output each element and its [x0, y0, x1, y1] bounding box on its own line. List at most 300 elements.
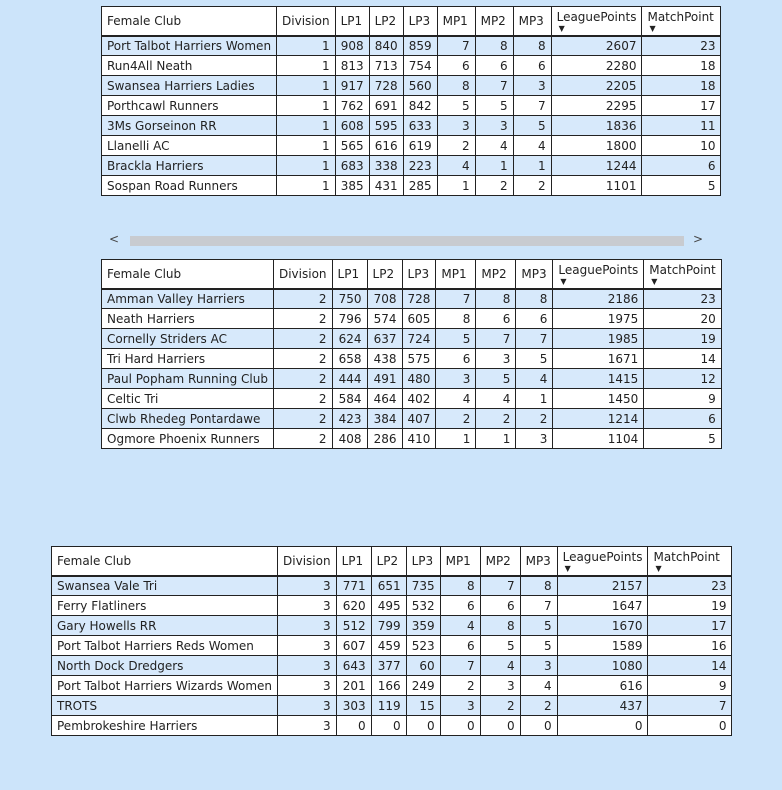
column-header-mp1[interactable]: [436, 260, 476, 289]
cell-mp3: 4: [513, 136, 551, 156]
table-row[interactable]: [52, 636, 732, 656]
cell-female-club: TROTS: [52, 696, 278, 716]
cell-division: 1: [277, 156, 336, 176]
cell-mp2: 5: [476, 369, 516, 389]
cell-mp2: 5: [480, 636, 520, 656]
cell-lp1: 771: [336, 576, 371, 596]
column-header-division[interactable]: [273, 260, 332, 289]
table-row[interactable]: [102, 96, 721, 116]
table-row[interactable]: [52, 616, 732, 636]
cell-lp2: 491: [367, 369, 402, 389]
cell-lp2: 616: [369, 136, 403, 156]
cell-lp2: 637: [367, 329, 402, 349]
cell-mp3: 7: [516, 329, 553, 349]
cell-mp1: 8: [437, 76, 475, 96]
column-header-leaguepoints[interactable]: [553, 260, 644, 289]
cell-lp2: 286: [367, 429, 402, 449]
column-header-mp1[interactable]: [440, 547, 480, 576]
cell-mp3: 1: [513, 156, 551, 176]
cell-female-club: Amman Valley Harriers: [102, 289, 274, 309]
cell-matchpoint: 18: [642, 56, 721, 76]
cell-mp1: 0: [440, 716, 480, 736]
cell-lp2: 0: [371, 716, 406, 736]
cell-lp3: 842: [403, 96, 437, 116]
column-header-label: Female Club: [107, 13, 182, 28]
table-row[interactable]: [102, 309, 722, 329]
column-header-label: MP2: [485, 553, 511, 568]
sort-descending-icon[interactable]: ▼: [651, 276, 658, 286]
division-2-table: [101, 259, 722, 449]
cell-female-club: Neath Harriers: [102, 309, 274, 329]
cell-mp2: 2: [480, 696, 520, 716]
cell-lp3: 223: [403, 156, 437, 176]
column-header-label: LP2: [376, 553, 399, 568]
cell-mp2: 7: [480, 576, 520, 596]
cell-matchpoint: 18: [642, 76, 721, 96]
cell-leaguepoints: 1836: [551, 116, 642, 136]
cell-mp3: 8: [513, 36, 551, 56]
column-header-mp2[interactable]: [475, 7, 513, 36]
division-3-table: [51, 546, 732, 736]
cell-lp1: 750: [332, 289, 367, 309]
cell-division: 3: [278, 716, 337, 736]
cell-leaguepoints: 1450: [553, 389, 644, 409]
cell-matchpoint: 0: [648, 716, 732, 736]
scroll-left-icon[interactable]: <: [108, 232, 120, 246]
cell-lp1: 762: [335, 96, 369, 116]
cell-mp1: 4: [440, 616, 480, 636]
cell-mp1: 4: [436, 389, 476, 409]
column-header-lp2[interactable]: [367, 260, 402, 289]
table-row[interactable]: [102, 409, 722, 429]
cell-mp1: 6: [440, 596, 480, 616]
column-header-lp2[interactable]: [369, 7, 403, 36]
cell-division: 3: [278, 616, 337, 636]
cell-mp2: 4: [475, 136, 513, 156]
cell-leaguepoints: 2280: [551, 56, 642, 76]
cell-female-club: Pembrokeshire Harriers: [52, 716, 278, 736]
cell-female-club: Swansea Harriers Ladies: [102, 76, 277, 96]
cell-division: 3: [278, 656, 337, 676]
cell-lp2: 799: [371, 616, 406, 636]
cell-female-club: Swansea Vale Tri: [52, 576, 278, 596]
cell-division: 3: [278, 696, 337, 716]
cell-female-club: Sospan Road Runners: [102, 176, 277, 196]
cell-lp3: 249: [406, 676, 440, 696]
cell-leaguepoints: 1671: [553, 349, 644, 369]
table-row[interactable]: [52, 716, 732, 736]
cell-mp3: 5: [520, 636, 557, 656]
column-header-matchpoint[interactable]: [642, 7, 721, 36]
cell-matchpoint: 17: [648, 616, 732, 636]
column-header-division[interactable]: [278, 547, 337, 576]
cell-leaguepoints: 1985: [553, 329, 644, 349]
cell-mp2: 3: [475, 116, 513, 136]
column-header-label: MP3: [518, 13, 544, 28]
cell-female-club: Celtic Tri: [102, 389, 274, 409]
cell-leaguepoints: 1214: [553, 409, 644, 429]
cell-lp3: 605: [402, 309, 436, 329]
cell-mp1: 2: [436, 409, 476, 429]
cell-mp2: 2: [475, 176, 513, 196]
cell-mp1: 2: [440, 676, 480, 696]
cell-mp3: 0: [520, 716, 557, 736]
table-row[interactable]: [102, 329, 722, 349]
cell-lp2: 651: [371, 576, 406, 596]
cell-mp2: 3: [480, 676, 520, 696]
cell-mp2: 0: [480, 716, 520, 736]
cell-mp2: 8: [475, 36, 513, 56]
cell-leaguepoints: 2205: [551, 76, 642, 96]
sort-descending-icon[interactable]: ▼: [558, 23, 565, 33]
cell-mp2: 6: [480, 596, 520, 616]
cell-division: 1: [277, 136, 336, 156]
cell-lp2: 708: [367, 289, 402, 309]
cell-matchpoint: 11: [642, 116, 721, 136]
column-header-label: LP3: [407, 266, 430, 281]
cell-female-club: Port Talbot Harriers Wizards Women: [52, 676, 278, 696]
table-row[interactable]: [52, 596, 732, 616]
cell-leaguepoints: 1800: [551, 136, 642, 156]
cell-lp1: 658: [332, 349, 367, 369]
cell-lp1: 444: [332, 369, 367, 389]
scrollbar-thumb[interactable]: [130, 236, 684, 246]
column-header-label: Division: [283, 553, 331, 568]
division-1-table: [101, 6, 721, 196]
column-header-label: Female Club: [107, 266, 182, 281]
cell-division: 2: [273, 389, 332, 409]
cell-mp3: 4: [516, 369, 553, 389]
cell-mp2: 5: [475, 96, 513, 116]
cell-lp2: 438: [367, 349, 402, 369]
cell-lp3: 859: [403, 36, 437, 56]
cell-female-club: Tri Hard Harriers: [102, 349, 274, 369]
cell-matchpoint: 5: [644, 429, 721, 449]
cell-lp3: 15: [406, 696, 440, 716]
cell-lp2: 840: [369, 36, 403, 56]
column-header-label: Division: [282, 13, 330, 28]
column-header-mp3[interactable]: [516, 260, 553, 289]
cell-lp1: 423: [332, 409, 367, 429]
cell-division: 3: [278, 576, 337, 596]
cell-lp1: 385: [335, 176, 369, 196]
table-row[interactable]: [102, 116, 721, 136]
cell-lp3: 0: [406, 716, 440, 736]
column-header-division[interactable]: [277, 7, 336, 36]
cell-matchpoint: 16: [648, 636, 732, 656]
cell-mp3: 7: [520, 596, 557, 616]
cell-leaguepoints: 2157: [557, 576, 648, 596]
cell-mp1: 2: [437, 136, 475, 156]
cell-mp2: 3: [476, 349, 516, 369]
cell-lp2: 691: [369, 96, 403, 116]
cell-female-club: Clwb Rhedeg Pontardawe: [102, 409, 274, 429]
column-header-lp3[interactable]: [403, 7, 437, 36]
cell-female-club: Ferry Flatliners: [52, 596, 278, 616]
column-header-label: MatchPoint: [653, 550, 720, 564]
cell-lp2: 377: [371, 656, 406, 676]
cell-female-club: Ogmore Phoenix Runners: [102, 429, 274, 449]
sort-descending-icon[interactable]: ▼: [649, 23, 656, 33]
cell-lp1: 0: [336, 716, 371, 736]
column-header-mp3[interactable]: [520, 547, 557, 576]
cell-leaguepoints: 1080: [557, 656, 648, 676]
cell-mp1: 5: [437, 96, 475, 116]
cell-leaguepoints: 1670: [557, 616, 648, 636]
cell-lp1: 643: [336, 656, 371, 676]
cell-lp1: 683: [335, 156, 369, 176]
cell-lp1: 512: [336, 616, 371, 636]
column-header-label: LP2: [374, 13, 397, 28]
cell-lp3: 735: [406, 576, 440, 596]
cell-lp1: 620: [336, 596, 371, 616]
cell-female-club: Llanelli AC: [102, 136, 277, 156]
scroll-right-icon[interactable]: >: [692, 232, 704, 246]
cell-lp3: 523: [406, 636, 440, 656]
cell-mp1: 3: [437, 116, 475, 136]
column-header-leaguepoints[interactable]: [551, 7, 642, 36]
column-header-label: LP3: [408, 13, 431, 28]
column-header-label: LeaguePoints: [562, 550, 643, 564]
cell-lp2: 166: [371, 676, 406, 696]
table-row[interactable]: [102, 389, 722, 409]
table-row[interactable]: [102, 156, 721, 176]
cell-lp1: 908: [335, 36, 369, 56]
column-header-matchpoint[interactable]: [648, 547, 732, 576]
cell-lp1: 624: [332, 329, 367, 349]
column-header-lp1[interactable]: [336, 547, 371, 576]
cell-matchpoint: 6: [644, 409, 721, 429]
cell-leaguepoints: 616: [557, 676, 648, 696]
cell-mp2: 4: [480, 656, 520, 676]
cell-female-club: Cornelly Striders AC: [102, 329, 274, 349]
column-header-label: LeaguePoints: [558, 263, 639, 277]
cell-lp3: 633: [403, 116, 437, 136]
cell-mp3: 6: [516, 309, 553, 329]
table-row[interactable]: [52, 656, 732, 676]
sort-descending-icon[interactable]: ▼: [564, 563, 571, 573]
cell-leaguepoints: 1415: [553, 369, 644, 389]
cell-mp1: 8: [436, 309, 476, 329]
cell-division: 2: [273, 429, 332, 449]
cell-lp2: 713: [369, 56, 403, 76]
cell-female-club: Gary Howells RR: [52, 616, 278, 636]
column-header-leaguepoints[interactable]: [557, 547, 648, 576]
column-header-lp1[interactable]: [335, 7, 369, 36]
cell-female-club: Paul Popham Running Club: [102, 369, 274, 389]
cell-matchpoint: 7: [648, 696, 732, 716]
cell-leaguepoints: 0: [557, 716, 648, 736]
column-header-label: LeaguePoints: [556, 10, 637, 24]
cell-matchpoint: 12: [644, 369, 721, 389]
header-row: [52, 547, 732, 576]
table-row[interactable]: [102, 429, 722, 449]
table-row[interactable]: [52, 576, 732, 596]
cell-mp2: 4: [476, 389, 516, 409]
cell-leaguepoints: 1101: [551, 176, 642, 196]
cell-division: 2: [273, 409, 332, 429]
cell-matchpoint: 9: [644, 389, 721, 409]
cell-lp3: 285: [403, 176, 437, 196]
cell-mp3: 5: [520, 616, 557, 636]
cell-lp2: 595: [369, 116, 403, 136]
table-row[interactable]: [102, 369, 722, 389]
column-header-mp2[interactable]: [476, 260, 516, 289]
cell-lp2: 384: [367, 409, 402, 429]
cell-division: 2: [273, 309, 332, 329]
cell-lp1: 584: [332, 389, 367, 409]
cell-mp3: 4: [520, 676, 557, 696]
cell-mp3: 2: [516, 409, 553, 429]
cell-lp3: 724: [402, 329, 436, 349]
cell-leaguepoints: 437: [557, 696, 648, 716]
cell-matchpoint: 14: [644, 349, 721, 369]
column-header-female-club[interactable]: [102, 260, 274, 289]
cell-matchpoint: 23: [644, 289, 721, 309]
cell-division: 1: [277, 96, 336, 116]
cell-mp1: 1: [436, 429, 476, 449]
cell-lp2: 728: [369, 76, 403, 96]
cell-matchpoint: 23: [648, 576, 732, 596]
table-row[interactable]: [102, 289, 722, 309]
column-header-label: MP2: [480, 13, 506, 28]
table-row[interactable]: [102, 176, 721, 196]
cell-matchpoint: 6: [642, 156, 721, 176]
sort-descending-icon[interactable]: ▼: [655, 563, 662, 573]
cell-mp1: 3: [440, 696, 480, 716]
cell-mp1: 7: [440, 656, 480, 676]
column-header-mp1[interactable]: [437, 7, 475, 36]
cell-female-club: Brackla Harriers: [102, 156, 277, 176]
cell-mp3: 3: [516, 429, 553, 449]
cell-female-club: Port Talbot Harriers Women: [102, 36, 277, 56]
cell-leaguepoints: 2186: [553, 289, 644, 309]
table-row[interactable]: [102, 349, 722, 369]
cell-lp2: 119: [371, 696, 406, 716]
cell-mp3: 1: [516, 389, 553, 409]
cell-mp1: 3: [436, 369, 476, 389]
cell-matchpoint: 10: [642, 136, 721, 156]
cell-matchpoint: 14: [648, 656, 732, 676]
cell-mp2: 2: [476, 409, 516, 429]
column-header-label: MatchPoint: [647, 10, 714, 24]
cell-mp1: 6: [440, 636, 480, 656]
cell-lp1: 565: [335, 136, 369, 156]
cell-mp3: 2: [513, 176, 551, 196]
column-header-matchpoint[interactable]: [644, 260, 721, 289]
cell-lp1: 608: [335, 116, 369, 136]
cell-division: 2: [273, 329, 332, 349]
cell-mp3: 8: [516, 289, 553, 309]
column-header-lp3[interactable]: [402, 260, 436, 289]
cell-leaguepoints: 2295: [551, 96, 642, 116]
cell-mp2: 8: [476, 289, 516, 309]
cell-lp2: 574: [367, 309, 402, 329]
column-header-label: MP2: [481, 266, 507, 281]
column-header-label: MP3: [525, 553, 551, 568]
cell-division: 3: [278, 596, 337, 616]
header-row: [102, 260, 722, 289]
cell-lp1: 408: [332, 429, 367, 449]
cell-lp3: 480: [402, 369, 436, 389]
cell-matchpoint: 20: [644, 309, 721, 329]
table-row[interactable]: [102, 56, 721, 76]
cell-lp3: 60: [406, 656, 440, 676]
column-header-label: Division: [278, 266, 327, 281]
cell-division: 1: [277, 76, 336, 96]
cell-leaguepoints: 1244: [551, 156, 642, 176]
cell-mp3: 5: [513, 116, 551, 136]
cell-mp2: 1: [476, 429, 516, 449]
table-row[interactable]: [102, 36, 721, 56]
cell-lp2: 338: [369, 156, 403, 176]
cell-lp2: 431: [369, 176, 403, 196]
cell-mp2: 6: [476, 309, 516, 329]
cell-mp3: 2: [520, 696, 557, 716]
cell-mp1: 6: [437, 56, 475, 76]
header-row: [102, 7, 721, 36]
column-header-label: LP3: [411, 553, 434, 568]
table-row[interactable]: [102, 76, 721, 96]
cell-division: 1: [277, 56, 336, 76]
cell-mp1: 7: [437, 36, 475, 56]
cell-mp3: 6: [513, 56, 551, 76]
cell-division: 1: [277, 36, 336, 56]
cell-lp2: 495: [371, 596, 406, 616]
column-header-female-club[interactable]: [102, 7, 277, 36]
cell-leaguepoints: 1975: [553, 309, 644, 329]
cell-lp1: 917: [335, 76, 369, 96]
cell-lp1: 796: [332, 309, 367, 329]
cell-mp2: 8: [480, 616, 520, 636]
cell-lp1: 303: [336, 696, 371, 716]
column-header-mp2[interactable]: [480, 547, 520, 576]
cell-mp1: 5: [436, 329, 476, 349]
table-row[interactable]: [102, 136, 721, 156]
cell-leaguepoints: 1104: [553, 429, 644, 449]
column-header-label: MatchPoint: [649, 263, 716, 277]
cell-division: 2: [273, 289, 332, 309]
cell-leaguepoints: 1647: [557, 596, 648, 616]
column-header-mp3[interactable]: [513, 7, 551, 36]
column-header-label: LP1: [340, 13, 363, 28]
cell-division: 3: [278, 636, 337, 656]
column-header-lp1[interactable]: [332, 260, 367, 289]
sort-descending-icon[interactable]: ▼: [560, 276, 567, 286]
horizontal-scrollbar[interactable]: [100, 233, 714, 247]
cell-leaguepoints: 2607: [551, 36, 642, 56]
cell-lp3: 619: [403, 136, 437, 156]
column-header-female-club[interactable]: [52, 547, 278, 576]
cell-lp3: 410: [402, 429, 436, 449]
cell-mp1: 4: [437, 156, 475, 176]
cell-lp3: 575: [402, 349, 436, 369]
cell-lp3: 532: [406, 596, 440, 616]
cell-mp3: 7: [513, 96, 551, 116]
cell-lp2: 464: [367, 389, 402, 409]
cell-mp3: 8: [520, 576, 557, 596]
column-header-label: MP3: [521, 266, 547, 281]
table-row[interactable]: [52, 696, 732, 716]
cell-matchpoint: 23: [642, 36, 721, 56]
table-row[interactable]: [52, 676, 732, 696]
column-header-lp3[interactable]: [406, 547, 440, 576]
cell-division: 2: [273, 349, 332, 369]
cell-division: 1: [277, 176, 336, 196]
cell-lp2: 459: [371, 636, 406, 656]
column-header-lp2[interactable]: [371, 547, 406, 576]
cell-matchpoint: 17: [642, 96, 721, 116]
